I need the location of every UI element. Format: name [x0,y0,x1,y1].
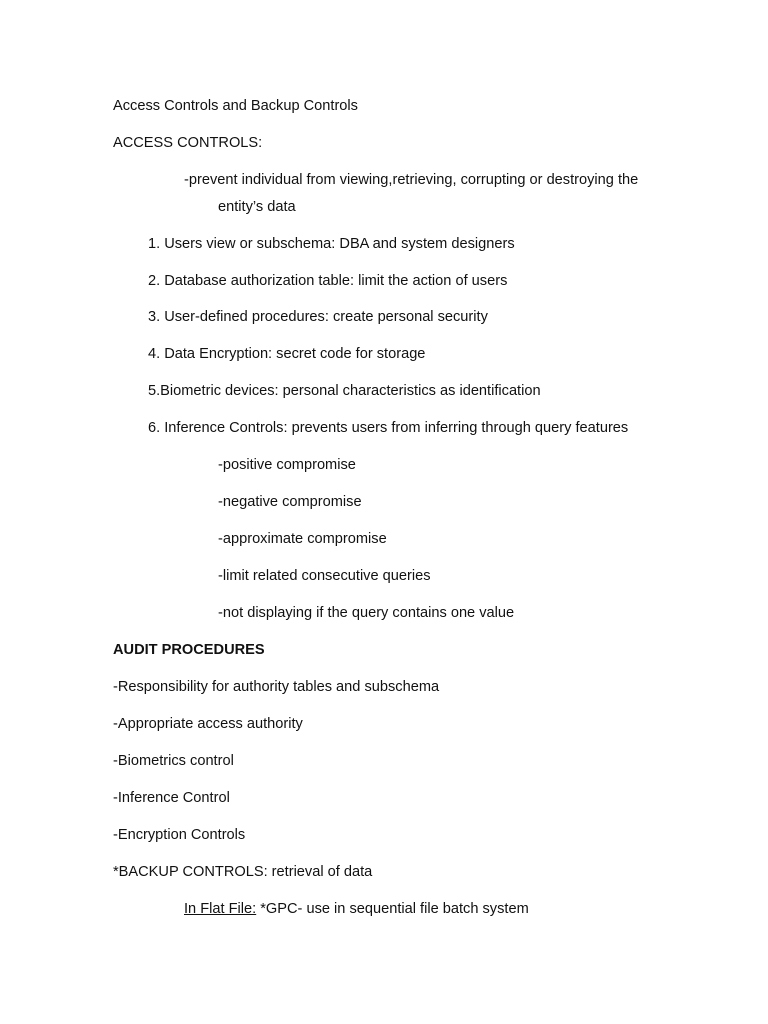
access-item-3: 3. User-defined procedures: create personal security [148,309,488,325]
audit-item-3: -Biometrics control [113,753,234,769]
inference-subitem-5: -not displaying if the query contains one value [218,605,515,621]
inference-subitem-2: -negative compromise [218,494,362,510]
audit-item-4: -Inference Control [113,790,230,806]
access-item-2: 2. Database authorization table: limit the action of users [148,273,508,289]
audit-item-2: -Appropriate access authority [113,716,303,732]
flat-file-text: *GPC- use in sequential file batch system [256,901,529,917]
access-controls-heading: ACCESS CONTROLS: [113,135,263,151]
flat-file-line [184,900,529,918]
inference-subitem-3: -approximate compromise [218,531,387,547]
document-title: Access Controls and Backup Controls [113,98,358,114]
access-description-line-1: -prevent individual from viewing,retrieving, corrupting or destroying the [184,172,639,188]
access-item-5: 5.Biometric devices: personal characteristics as identification [148,383,541,399]
backup-controls-line: *BACKUP CONTROLS: retrieval of data [113,864,373,880]
audit-procedures-heading: AUDIT PROCEDURES [113,642,265,658]
inference-subitem-4: -limit related consecutive queries [218,568,431,584]
access-item-4: 4. Data Encryption: secret code for storage [148,346,426,362]
inference-subitem-1: -positive compromise [218,457,356,473]
flat-file-label: In Flat File: [184,901,257,917]
audit-item-1: -Responsibility for authority tables and subschema [113,679,440,695]
audit-item-5: -Encryption Controls [113,827,246,843]
access-item-1: 1. Users view or subschema: DBA and system designers [148,236,515,252]
access-item-6: 6. Inference Controls: prevents users from inferring through query features [148,420,629,436]
access-description-line-2: entity’s data [218,199,296,215]
